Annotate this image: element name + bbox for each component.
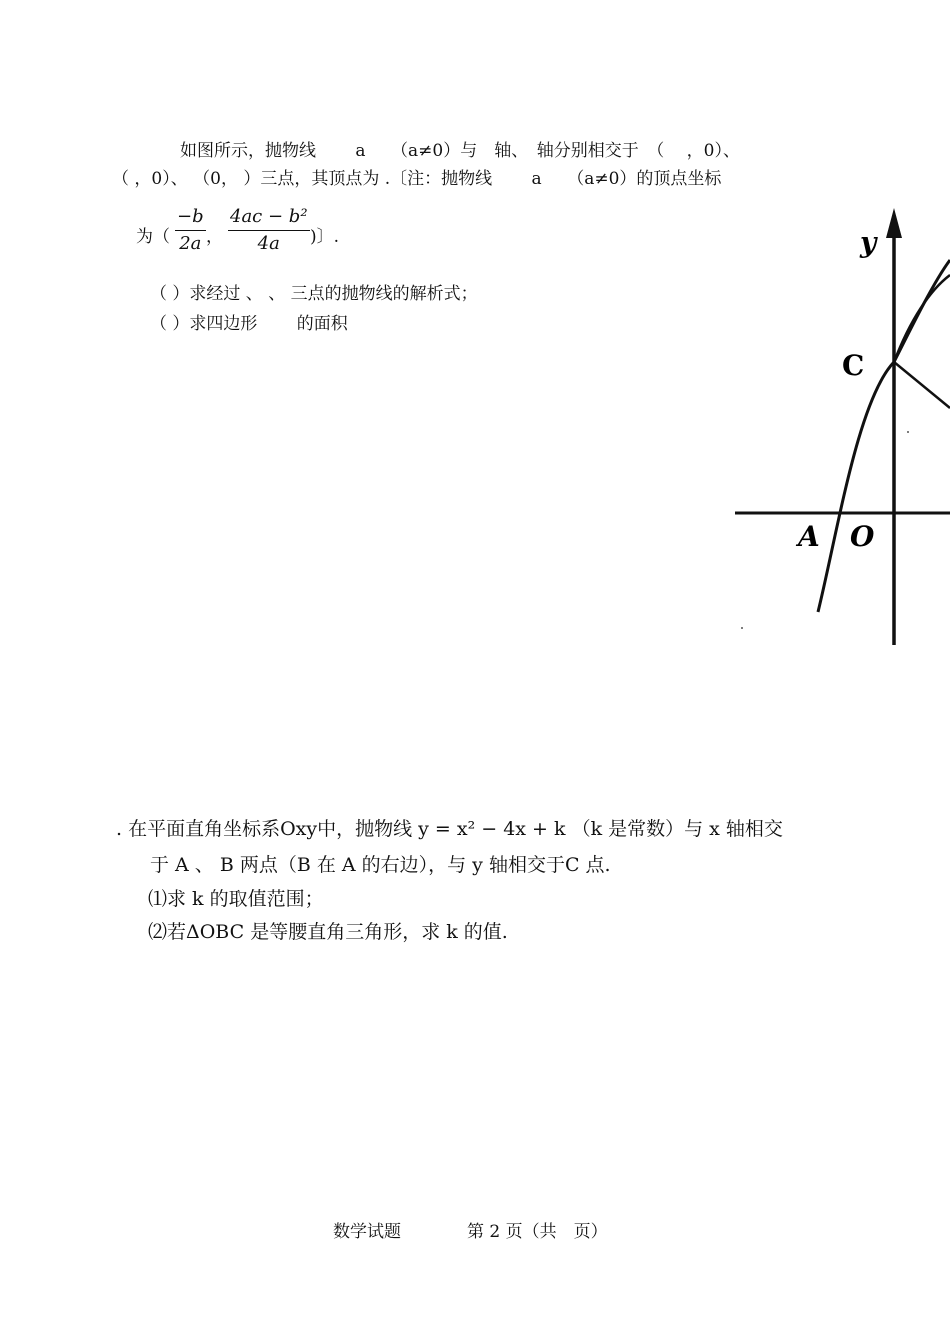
problem2-question2: ⑵若ΔOBC 是等腰直角三角形，求 k 的值. (148, 921, 508, 943)
vertex-x-fraction (175, 206, 206, 254)
problem1-question2: （ ）求四边形 的面积 (150, 314, 348, 334)
label-a: A (798, 520, 820, 553)
label-o: O (850, 520, 875, 553)
fraction-numerator: −b (175, 206, 206, 231)
speck (741, 627, 743, 629)
problem2-line2: 于 A 、 B 两点（B 在 A 的右边），与 y 轴相交于C 点. (150, 854, 611, 876)
parabola-curve (818, 260, 950, 612)
speck (907, 431, 909, 433)
y-axis-arrow-icon (886, 208, 902, 238)
problem1-line3-suffix: )〕. (310, 227, 340, 247)
problem1-line1: 如图所示，抛物线 a （a≠0）与 轴、 轴分别相交于 （ ，0）、 (180, 141, 740, 161)
problem1-question1: （ ）求经过 、 、 三点的抛物线的解析式； (150, 284, 478, 304)
segment-cb (894, 362, 950, 408)
parabola-figure (730, 200, 950, 650)
fraction-separator: ， (206, 227, 223, 247)
label-y: y (860, 226, 877, 259)
footer-page-number: 第 2 页（共 页） (467, 1222, 608, 1242)
problem2-line1: . 在平面直角坐标系Oxy中，抛物线 y = x² − 4x + k （k 是常数）与 x 轴相交 (116, 818, 783, 840)
problem1-line2: （ ，0）、 （0， ）三点，其顶点为 .〔注：抛物线 a （a≠0）的顶点坐标 (112, 169, 722, 189)
problem2-question1: ⑴求 k 的取值范围； (148, 888, 324, 910)
label-c: C (842, 349, 865, 382)
fraction-denominator: 4a (257, 233, 280, 254)
vertex-y-fraction (228, 206, 310, 254)
fraction-denominator: 2a (179, 233, 202, 254)
footer-subject: 数学试题 (333, 1222, 401, 1242)
fraction-numerator: 4ac − b² (228, 206, 310, 231)
parabola-curve-secondary (894, 275, 950, 362)
problem1-line3-prefix: 为（ (136, 227, 170, 247)
